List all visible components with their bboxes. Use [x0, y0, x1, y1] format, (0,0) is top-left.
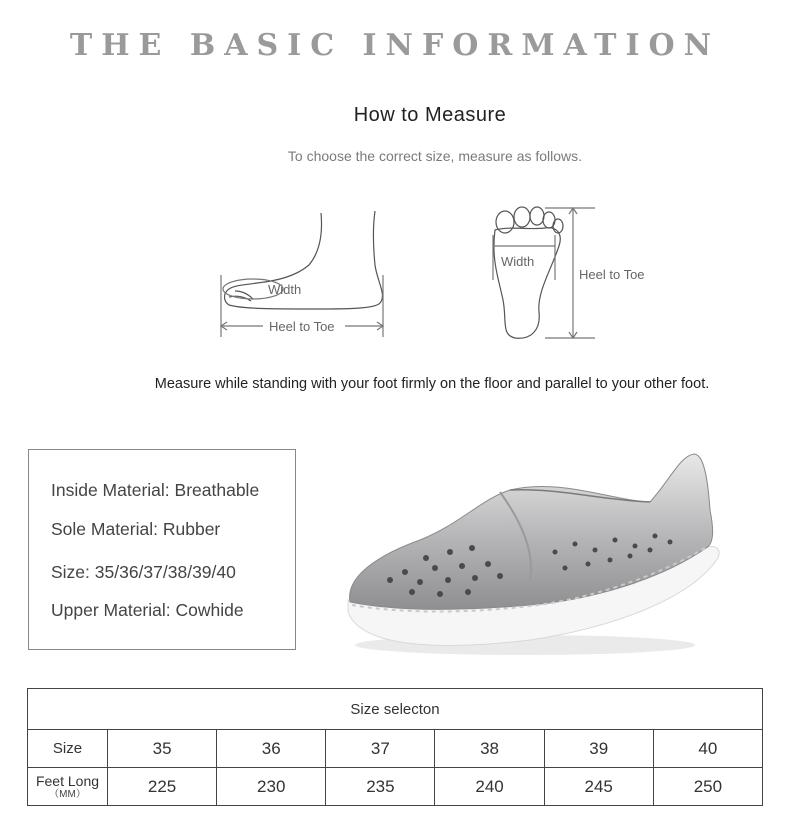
sole-width-label: Width — [501, 254, 535, 269]
feet-long-cell: 235 — [326, 768, 435, 806]
size-table-caption: Size selecton — [28, 689, 763, 730]
size-cell: 36 — [217, 730, 326, 768]
foot-sole-outline — [494, 228, 560, 339]
feet-long-cell: 230 — [217, 768, 326, 806]
shoe-product-image — [330, 440, 730, 670]
feet-long-cell: 240 — [435, 768, 544, 806]
size-table — [27, 688, 763, 806]
measure-instruction: Measure while standing with your foot firmly on the floor and parallel to your other foot. — [154, 376, 710, 392]
feet-long-cell: 245 — [544, 768, 653, 806]
feet-long-label: Feet Long — [35, 773, 100, 789]
inside-material-line: Inside Material: Breathable — [51, 480, 260, 500]
size-cell: 37 — [326, 730, 435, 768]
side-length-label: Heel to Toe — [269, 319, 335, 334]
size-cell: 38 — [435, 730, 544, 768]
size-cell: 35 — [108, 730, 217, 768]
sole-material-line: Sole Material: Rubber — [51, 519, 221, 539]
side-foot-diagram — [215, 205, 395, 345]
size-row-header: Size — [28, 730, 108, 768]
feet-long-unit: （MM） — [49, 789, 86, 800]
feet-long-row-header — [28, 768, 108, 806]
product-info-box — [28, 449, 296, 650]
feet-long-cell: 250 — [653, 768, 762, 806]
side-width-label: Width — [268, 282, 302, 297]
feet-long-cell: 225 — [108, 768, 217, 806]
page-title: THE BASIC INFORMATION — [69, 28, 721, 63]
size-cell: 40 — [653, 730, 762, 768]
upper-material-line: Upper Material: Cowhide — [51, 600, 244, 620]
size-range-line: Size: 35/36/37/38/39/40 — [51, 562, 236, 582]
sole-foot-diagram — [485, 200, 665, 345]
sole-length-label: Heel to Toe — [579, 267, 645, 282]
foot-side-outline — [225, 211, 383, 309]
measure-heading: How to Measure — [353, 104, 507, 126]
size-cell: 39 — [544, 730, 653, 768]
measure-subtitle: To choose the correct size, measure as follows. — [287, 148, 583, 164]
